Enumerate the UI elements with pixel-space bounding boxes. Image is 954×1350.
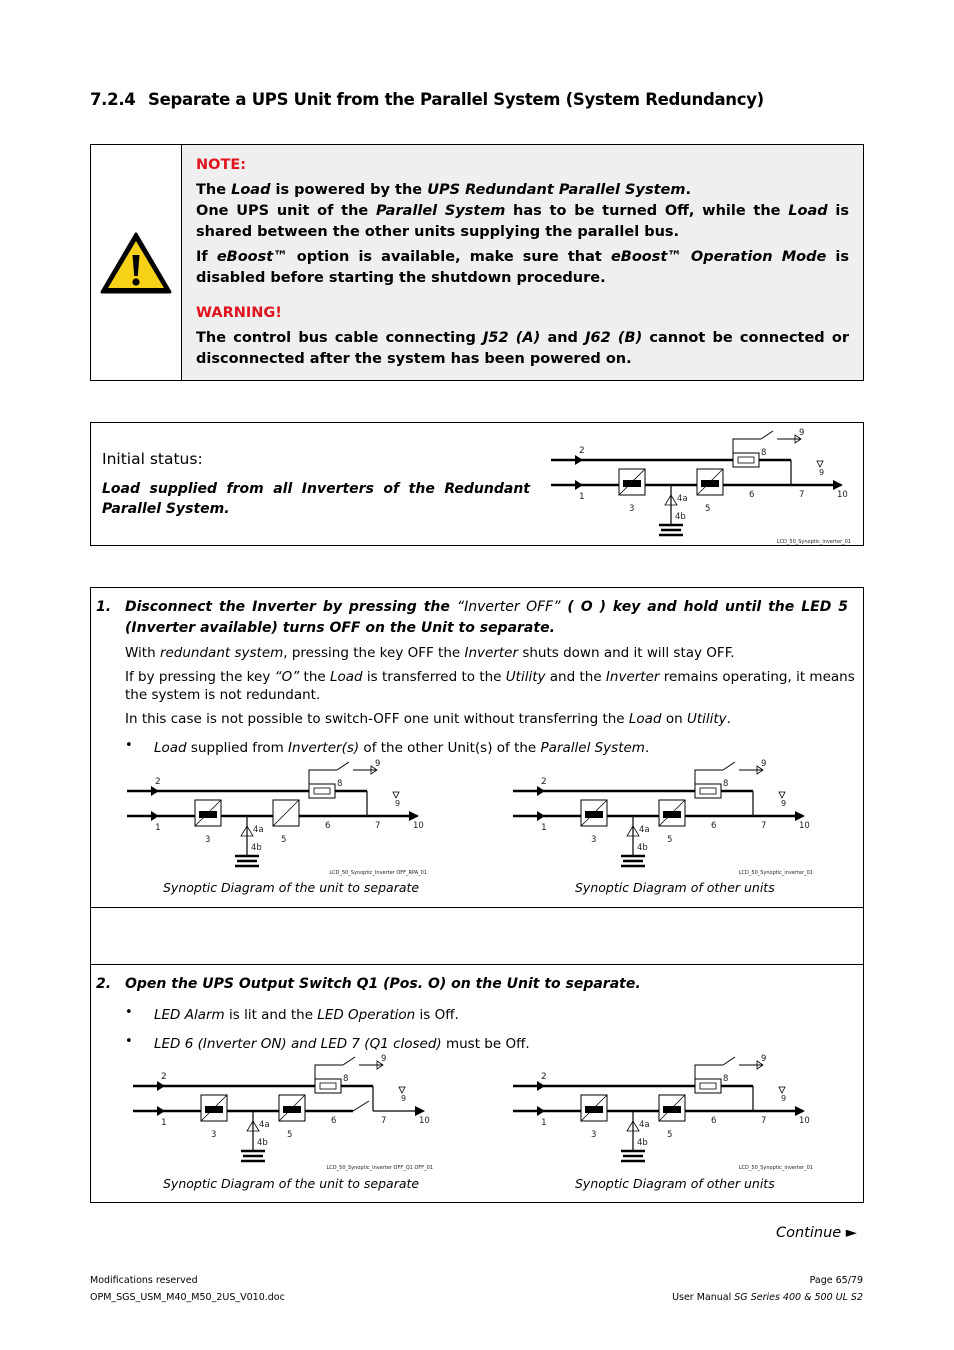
synoptic-diagram-status: [551, 425, 861, 545]
row-divider-2: [91, 964, 863, 965]
step-1-bullet-text: Load supplied from Inverter(s) of the other Unit(s) of the Parallel System.: [154, 740, 650, 756]
label-2: 2: [161, 1072, 167, 1082]
label-3: 3: [591, 1130, 597, 1140]
note-paragraph-2: One UPS unit of the Parallel System has to be turned Off, while the Load is shared between the other units supplying the parallel bus.: [196, 203, 849, 240]
bypass-marker: [393, 792, 399, 798]
diagram-caption: LCD_50_Synoptic_inverter_01: [738, 1165, 813, 1171]
label-6: 6: [749, 490, 755, 500]
row-divider-1: [91, 907, 863, 908]
main-arrow: [575, 480, 583, 490]
section-title: Separate a UPS Unit from the Parallel System (System Redundancy): [148, 90, 764, 109]
label-5: 5: [667, 835, 673, 845]
note-paragraph-1: The Load is powered by the UPS Redundant Parallel System.: [196, 182, 691, 198]
label-4b: 4b: [675, 512, 686, 522]
label-4a: 4a: [677, 494, 688, 504]
label-6: 6: [711, 821, 717, 831]
label-2: 2: [541, 777, 547, 787]
bullet-marker: •: [125, 1034, 133, 1049]
label-10: 10: [419, 1116, 430, 1126]
label-2: 2: [579, 446, 585, 456]
label-1: 1: [541, 823, 547, 833]
step-1-caption-others: Synoptic Diagram of other units: [575, 880, 775, 895]
step-1-line-2: If by pressing the key “O” the Load is transferred to the Utility and the Inverter remains operating, it means the system is not redundant.: [125, 669, 855, 703]
label-9b: 9: [401, 1094, 407, 1103]
maintenance-switch: [337, 762, 349, 770]
label-3: 3: [591, 835, 597, 845]
note-label: NOTE:: [196, 157, 247, 173]
label-7: 7: [761, 821, 767, 831]
bypass-arrow: [537, 786, 545, 796]
step-2-number: 2.: [96, 976, 112, 992]
maintenance-switch: [723, 1057, 735, 1065]
label-10: 10: [799, 821, 810, 831]
continue-link[interactable]: Continue ►: [776, 1225, 857, 1241]
label-10: 10: [837, 490, 848, 500]
output-arrow: [415, 1106, 425, 1116]
label-4b: 4b: [637, 843, 648, 853]
status-text: Load supplied from all Inverters of the Redundant Parallel System.: [102, 481, 530, 517]
label-4a: 4a: [253, 825, 264, 835]
bypass-arrow: [157, 1081, 165, 1091]
label-7: 7: [799, 490, 805, 500]
bullet-marker: •: [125, 1005, 133, 1020]
label-5: 5: [705, 504, 711, 514]
bypass-marker: [817, 461, 823, 467]
main-arrow: [157, 1106, 165, 1116]
label-4a: 4a: [639, 1120, 650, 1130]
inverter-bar: [283, 1106, 301, 1113]
note-paragraph-3: If eBoost™ option is available, make sure that eBoost™ Operation Mode is disabled before starting the shutdown procedure.: [196, 249, 850, 286]
warning-label: WARNING!: [196, 305, 282, 321]
synoptic-diagram-step2-others: [513, 1051, 823, 1171]
rectifier-bar: [585, 811, 603, 818]
static-switch-inner: [314, 788, 330, 794]
label-3: 3: [211, 1130, 217, 1140]
bypass-arrow: [537, 1081, 545, 1091]
step-2-title: Open the UPS Output Switch Q1 (Pos. O) on the Unit to separate.: [125, 976, 641, 992]
label-9b: 9: [819, 468, 825, 477]
label-9: 9: [381, 1054, 387, 1064]
synoptic-diagram-step2-unit: [133, 1051, 443, 1171]
label-9b: 9: [781, 799, 787, 808]
label-1: 1: [161, 1118, 167, 1128]
label-6: 6: [331, 1116, 337, 1126]
label-8: 8: [337, 779, 343, 789]
label-1: 1: [541, 1118, 547, 1128]
label-8: 8: [723, 1074, 729, 1084]
diagram-caption: LCD_50_Synoptic_Inverter OFF_RPA_01: [329, 870, 427, 876]
bypass-arrow: [151, 786, 159, 796]
footer-page-number: Page 65/79: [809, 1275, 863, 1286]
rectifier-bar: [199, 811, 217, 818]
label-10: 10: [413, 821, 424, 831]
step-1-caption-unit: Synoptic Diagram of the unit to separate: [163, 880, 420, 895]
label-1: 1: [155, 823, 161, 833]
main-arrow: [537, 1106, 545, 1116]
label-5: 5: [287, 1130, 293, 1140]
label-4b: 4b: [257, 1138, 268, 1148]
main-arrow: [537, 811, 545, 821]
note-icon-cell: [91, 145, 182, 380]
step-1-line-3: In this case is not possible to switch-OFF one unit without transferring the Load on Utility.: [125, 711, 731, 727]
step-1-line-1: With redundant system, pressing the key OFF the Inverter shuts down and it will stay OFF.: [125, 645, 735, 661]
output-arrow: [833, 480, 843, 490]
label-1: 1: [579, 492, 585, 502]
bypass-arrow: [575, 455, 583, 465]
maintenance-switch: [343, 1057, 355, 1065]
label-6: 6: [325, 821, 331, 831]
label-2: 2: [541, 1072, 547, 1082]
label-3: 3: [205, 835, 211, 845]
label-5: 5: [281, 835, 287, 845]
diagram-caption: LCD_50_Synoptic_inverter_01: [738, 870, 813, 876]
status-label: Initial status:: [102, 450, 203, 468]
bypass-marker: [399, 1087, 405, 1093]
label-8: 8: [343, 1074, 349, 1084]
footer-manual-title: User Manual SG Series 400 & 500 UL S2: [672, 1292, 863, 1303]
static-switch-inner: [700, 788, 716, 794]
output-arrow: [795, 811, 805, 821]
static-switch-inner: [320, 1083, 336, 1089]
bullet-marker: •: [125, 738, 133, 753]
step-2-bullet-1: LED Alarm is lit and the LED Operation is Off.: [154, 1007, 459, 1023]
output-arrow: [409, 811, 419, 821]
step-2-caption-unit: Synoptic Diagram of the unit to separate: [163, 1176, 420, 1191]
synoptic-diagram-step1-others: [513, 756, 823, 876]
label-9: 9: [799, 428, 805, 438]
steps-box: [90, 587, 864, 1203]
label-7: 7: [761, 1116, 767, 1126]
maintenance-switch: [723, 762, 735, 770]
label-9: 9: [761, 1054, 767, 1064]
q1-open-switch: [353, 1101, 369, 1111]
label-10: 10: [799, 1116, 810, 1126]
main-arrow: [151, 811, 159, 821]
diagram-caption: LCD_50_Synoptic_Inverter OFF_Q1 OFF_01: [326, 1165, 433, 1171]
label-9: 9: [761, 759, 767, 769]
label-5: 5: [667, 1130, 673, 1140]
label-9: 9: [375, 759, 381, 769]
inverter-bar: [701, 480, 719, 487]
synoptic-diagram-step1-unit: [127, 756, 437, 876]
label-9b: 9: [395, 799, 401, 808]
static-switch-inner: [738, 457, 754, 463]
label-7: 7: [375, 821, 381, 831]
section-heading: [90, 90, 764, 109]
diagram-caption: LCD_50_Synoptic_inverter_01: [776, 539, 851, 545]
label-6: 6: [711, 1116, 717, 1126]
warning-paragraph: The control bus cable connecting J52 (A) and J62 (B) cannot be connected or disconnected after the system has been powered on.: [196, 330, 849, 367]
section-number: 7.2.4: [90, 90, 136, 109]
bypass-marker: [779, 1087, 785, 1093]
step-2-caption-others: Synoptic Diagram of other units: [575, 1176, 775, 1191]
label-3: 3: [629, 504, 635, 514]
warning-icon: [100, 231, 172, 295]
label-4b: 4b: [637, 1138, 648, 1148]
label-8: 8: [723, 779, 729, 789]
step-1-title: Disconnect the Inverter by pressing the “Inverter OFF” ( O ) key and hold until the LED 5 (Inverter available) turns OFF on the Unit to separate.: [125, 599, 848, 636]
rectifier-bar: [623, 480, 641, 487]
label-4a: 4a: [639, 825, 650, 835]
output-arrow: [795, 1106, 805, 1116]
note-text-cell: [182, 145, 863, 380]
maintenance-switch: [761, 431, 773, 439]
bypass-marker: [779, 792, 785, 798]
note-box: [90, 144, 864, 381]
rectifier-bar: [585, 1106, 603, 1113]
static-switch-inner: [700, 1083, 716, 1089]
label-9b: 9: [781, 1094, 787, 1103]
footer-filename: OPM_SGS_USM_M40_M50_2US_V010.doc: [90, 1292, 285, 1303]
rectifier-bar: [205, 1106, 223, 1113]
label-2: 2: [155, 777, 161, 787]
label-4a: 4a: [259, 1120, 270, 1130]
footer-modifications: Modifications reserved: [90, 1275, 198, 1286]
step-1-number: 1.: [96, 599, 112, 615]
label-7: 7: [381, 1116, 387, 1126]
inverter-bar: [663, 1106, 681, 1113]
initial-status-box: [90, 422, 864, 546]
inverter-bar: [663, 811, 681, 818]
label-4b: 4b: [251, 843, 262, 853]
step-2-bullet-2: LED 6 (Inverter ON) and LED 7 (Q1 closed) must be Off.: [154, 1036, 530, 1052]
label-8: 8: [761, 448, 767, 458]
